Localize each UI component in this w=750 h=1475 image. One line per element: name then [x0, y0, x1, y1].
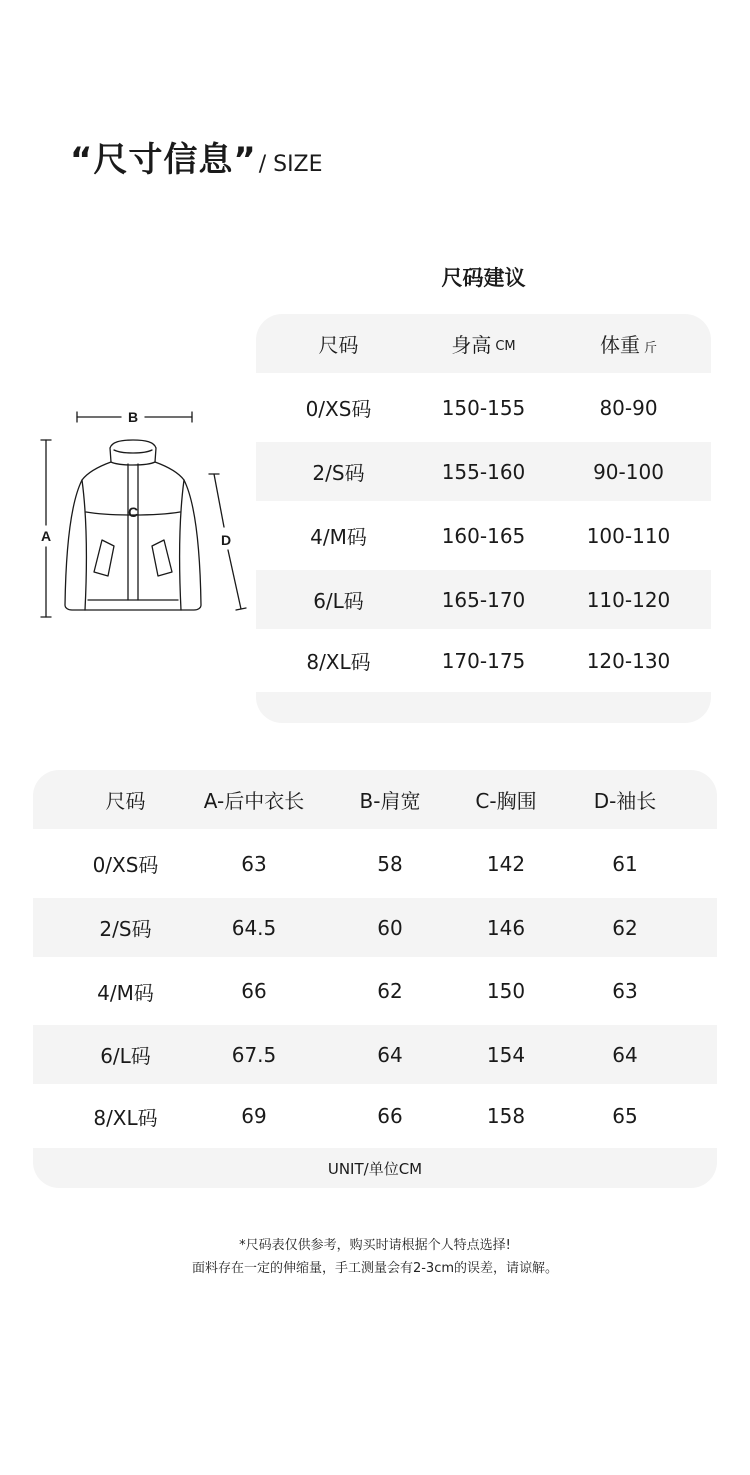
size-cell: 2/S码	[312, 461, 365, 485]
chest-cell: 158	[486, 1104, 526, 1128]
height-cell: 160-165	[441, 523, 526, 548]
sleeve-cell: 61	[612, 851, 638, 876]
header-chest: C-胸围	[475, 789, 537, 813]
size-cell: 4/M码	[97, 980, 154, 1005]
jacket-measurement-diagram	[30, 400, 250, 625]
header-shoulder: B-肩宽	[359, 789, 421, 813]
height-cell: 155-160	[441, 459, 526, 484]
shoulder-cell: 66	[377, 1104, 403, 1128]
height-cell: 165-170	[441, 587, 526, 612]
measurement-row	[33, 898, 717, 957]
diagram-label-b: B	[127, 409, 139, 425]
weight-cell: 120-130	[586, 648, 671, 673]
header-label: 尺码	[318, 333, 359, 357]
recommendation-header-size	[256, 314, 421, 373]
chest-cell: 146	[486, 915, 526, 940]
page-title-cn: “尺寸信息”	[70, 140, 257, 180]
sleeve-cell: 64	[612, 1042, 638, 1067]
chest-cell: 142	[486, 851, 526, 876]
size-recommendation-table	[256, 314, 711, 723]
shoulder-cell: 58	[377, 851, 403, 876]
sleeve-cell: 63	[612, 979, 638, 1003]
height-cell: 170-175	[441, 648, 526, 673]
recommendation-row	[256, 373, 711, 442]
diagram-label-a: A	[40, 528, 52, 544]
recommendation-header-height	[411, 314, 556, 373]
recommendation-row	[256, 629, 711, 692]
chest-cell: 150	[486, 979, 526, 1003]
header-label: 体重	[599, 333, 640, 357]
back-length-cell: 63	[241, 851, 267, 876]
footnote-line: *尺码表仅供参考，购买时请根据个人特点选择!	[239, 1238, 511, 1253]
sleeve-cell: 62	[612, 915, 638, 940]
recommendation-header-row	[256, 314, 711, 373]
weight-cell: 80-90	[599, 395, 658, 420]
measurement-row	[33, 1084, 717, 1148]
back-length-cell: 69	[241, 1104, 267, 1128]
header-unit: 斤	[643, 341, 657, 356]
diagram-label-d: D	[220, 532, 232, 548]
diagram-label-c: C	[127, 504, 139, 520]
size-cell: 6/L码	[100, 1044, 151, 1068]
height-cell: 150-155	[441, 395, 526, 420]
shoulder-cell: 64	[377, 1042, 403, 1067]
header-label: 身高	[451, 333, 492, 357]
shoulder-cell: 60	[377, 915, 403, 940]
back-length-cell: 64.5	[231, 915, 277, 940]
weight-cell: 90-100	[593, 459, 664, 484]
page-title-en: / SIZE	[258, 152, 323, 177]
chest-cell: 154	[486, 1042, 526, 1067]
measurement-row	[33, 957, 717, 1025]
recommendation-row	[256, 570, 711, 629]
back-length-cell: 67.5	[231, 1042, 277, 1067]
header-unit: CM	[495, 339, 516, 354]
unit-note: UNIT/单位CM	[327, 1159, 423, 1178]
size-cell: 8/XL码	[93, 1105, 158, 1130]
recommendation-header-weight	[556, 314, 701, 373]
measurement-row	[33, 829, 717, 898]
size-cell: 0/XS码	[92, 853, 159, 877]
back-length-cell: 66	[241, 979, 267, 1003]
recommendation-row	[256, 501, 711, 570]
footnote-line: 面料存在一定的伸缩量，手工测量会有2-3cm的误差，请谅解。	[191, 1261, 559, 1276]
measurement-header-row	[33, 770, 717, 829]
recommendation-heading: 尺码建议	[441, 266, 526, 290]
measurement-row	[33, 1025, 717, 1084]
size-cell: 8/XL码	[306, 650, 371, 674]
size-cell: 0/XS码	[305, 397, 372, 421]
weight-cell: 100-110	[586, 523, 671, 548]
header-size: 尺码	[105, 789, 146, 813]
header-back-length: A-后中衣长	[203, 789, 305, 813]
shoulder-cell: 62	[377, 979, 403, 1003]
page-title	[70, 132, 323, 181]
size-cell: 2/S码	[99, 917, 152, 941]
size-cell: 4/M码	[310, 525, 367, 549]
sleeve-cell: 65	[612, 1104, 638, 1128]
header-sleeve: D-袖长	[593, 789, 657, 813]
size-cell: 6/L码	[313, 589, 364, 613]
recommendation-row	[256, 442, 711, 501]
garment-measurement-table	[33, 770, 717, 1188]
weight-cell: 110-120	[586, 587, 671, 612]
